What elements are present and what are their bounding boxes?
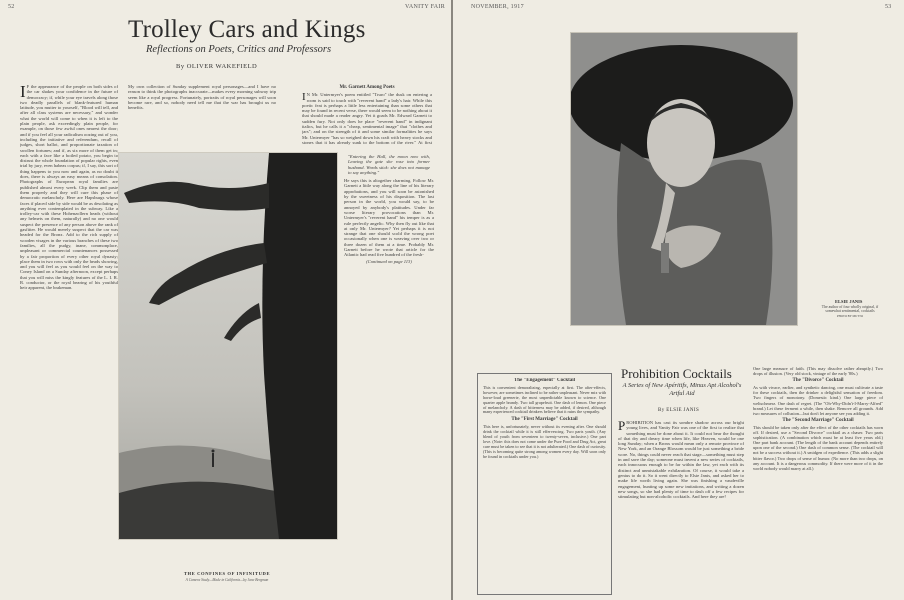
engagement-cocktail-box: [477, 373, 612, 595]
drop-cap-2: I: [302, 91, 306, 104]
section-heading-garnett: Mr. Garnett Among Poets: [339, 85, 395, 90]
issue-date: NOVEMBER, 1917: [471, 4, 524, 10]
landscape-photo: [118, 152, 338, 540]
portrait-caption-name: ELSIE JANIS: [835, 299, 863, 304]
portrait-caption-credit: PHOTO BY MUTTO: [836, 313, 864, 318]
portrait-photo: [570, 32, 798, 326]
cocktails-byline: By ELSIE JANIS: [658, 408, 700, 413]
cocktails-title: Prohibition Cocktails: [621, 366, 732, 381]
text-divorce: As with vivace, earlier, and synthetic dancing, one must cultivate a taste for these cocktails, then the drinker a delightful sensation of freedom. Two fingers of monotony. (Domestic kind.) One large piece of weltschmerz. One dash of regret. (The "Oh-Why-Didn't-I-Marry-Alfred" brand.) Let these ferment a while, then shake. Remove all grounds. Add two measures of collusion—but don't let anyone see you adding it.: [753, 385, 883, 416]
box-heading-first-marriage: The "First Marriage" Cocktail: [511, 417, 578, 423]
box-text-first-marriage: This here is, unfortunately, never without its evening after. One should drink the cocktail while it is still effervescing. Two parts youth. (Any blend of youth from seventeen to twenty-seven, inclusive.) One part love. (Note: this does not come under the Pure Food and Drug Act, great care must be taken to see that it is not adulterated.) One dash of curiosity. (This is becoming quite strong among women every day. Will soon only be found in cocktails under you.): [483, 424, 606, 459]
article-verse: "Entering the Hall, the moon now with, Leaving the gate she rose into former husband. Words stick: she does not manage to say anything.": [348, 154, 430, 175]
photo-caption-credit: A Camera Study—Made in California—by Jane Bergman: [185, 578, 269, 582]
photo-caption-title: THE CONFINES OF INFINITUDE: [183, 571, 271, 576]
running-header: VANITY FAIR: [405, 4, 446, 10]
article-column-3-bottom: [344, 152, 434, 596]
page-number-right: 53: [885, 4, 892, 10]
article-column-3-top: [302, 84, 432, 146]
article-column-2: [128, 84, 276, 146]
article-byline: By OLIVER WAKEFIELD: [176, 63, 258, 70]
text-second-marriage: This should be taken only after the effect of the other cocktails has worn off. If desired, use a "Second Divorce" cocktail as a chaser. Two parts sophistication. (A combination which must be at least five years old.) One part bank account. (The length of the bank account depends entirely upon one of the second.) One dash of common sense. (The cocktail will not be a success without it.) A smidgen of expedience. (This adds a slight bitter flavor.) Two drops of sense of humor. (No more than two drops, on any account. It is a dangerous commodity. If there were more of it in the world nobody would marry at all.): [753, 424, 883, 471]
portrait-caption-description: The author of four wholly original, if somewhat sentimental, cocktails: [821, 305, 879, 314]
page-number-left: 52: [8, 4, 15, 10]
article-title: Trolley Cars and Kings: [128, 16, 366, 43]
box-text-engagement: This is convenient demoralizing, especially at first. The after-effects, however, are sometimes inclined to be rather unpleasant. Never mix with horse-loud greenerie, the most unpredictable known to science. One quarter apple brandy. Two tall grapefruit. One dash of lemon. One piece of melancholy. A dash of bitterness may be added, if desired, although many experienced cocktail drinkers believe that it ruins the sympathy.: [483, 384, 606, 415]
article-column-1: [20, 84, 118, 596]
drop-cap: I: [20, 84, 26, 101]
box-heading-engagement: The "Engagement" Cocktail: [513, 378, 576, 383]
cocktails-subtitle: A Series of New Apéritifs, Minus Apt Alcohol's Artful Aid: [622, 382, 742, 397]
cocktails-body: [618, 420, 744, 596]
cocktails-dropcap: P: [618, 420, 626, 433]
cocktails-right-column: [753, 366, 883, 596]
cocktails-body-text: ROHIBITION has cast its sombre shadow across our bright young lives, and Vanity Fair was one of the first to realize that something must be done about it. It could not bear the thought of that dry and dreary time when life, like Heaven, would be one long Sunday; when a Bronx would mean only a remote province of New York, and an Orange Blossom would be just something a bride wore. No, things could never reach that stage—something must step in and save the day; someone must invent a new series of cocktails, each innocuous enough to be far within the law, yet each with its distinct and unmistakable exhilaration. Of course, it would take a genius to do it. So it went directly to Elsie Janis, and asked her to make life worth living again. She was finishing a vaudeville engagement, hunting up some new imitations, and writing a dozen new songs, so she had plenty of time to dash off a few recipes for stimulating but non-alcoholic cocktails. And here they are!: [618, 420, 744, 500]
box-content: [483, 378, 606, 590]
continued-line: (Continued on page 113): [366, 258, 412, 264]
elsie-janis-portrait: [571, 33, 797, 325]
left-page: [0, 0, 451, 600]
right-page: [453, 0, 904, 600]
article-column-3b-text: He says this is altogether charming. Follow Mr. Garnett a little way along the line of his literary approbations, and you will soon be astonished by the sweetness of his disposition. The last person in the world, you would say, to be annoyed by anybody's platitudes. Under far worse literary provocations than Mr. Untermyer's "reverent hand" his temper is as a rule perfectly angelic. Why then fly out like that at only Mr. Untermyer? Yet perhaps it is not strange that one should scold the wrong poet occasionally when one is weaving over two or three dozen of them at a time. Probably Mr. Garnett before he wrote that article for the Atlantic had read five hundred of the fresh-: [344, 178, 434, 258]
portrait-caption-text: [821, 305, 879, 318]
heading-second-marriage: The "Second Marriage" Cocktail: [782, 417, 854, 423]
article-subtitle: Reflections on Poets, Critics and Professors: [146, 44, 332, 55]
article-column-3-text: N Mr. Untermyer's poem entitled "Truro" the dusk on entering a room is said to touch with "reverent hand" a lady's hair. While this poetic feat is perhaps a little less entertaining than some others that may be found in recent verse, there would seem to be nothing about it that should made a reader angry. Yet it goads Mr. Edward Garnett to sudden fury. Not only does he place "reverent hand" in indignant italics, but he calls it a "cheap, sentimental image" that "clothes and jars"; and on the strength of it and some similar formalities he says Mr. Untermyer "has so weighed down his craft with heavy stocks and stones that it has already sunk to the bottom of the river." At first: [302, 92, 432, 145]
article-column-1-text: F the appearance of the people on both sides of the car shakes your confidence in the future of democracy; if, while your eye travels along those two deadly parallels of blank-featured human latitude, you mutter to yourself, "Blood will tell, and after all class systems are necessary," and wonder what the world will come to when it is left to the plain people, ask exceedingly plain people, for example, on those few awful ones nearest the door; and if you feel all your radicalism oozing out of you, including the initiative and referendum, recall of judges, short ballot, and proportionate taxation of swollen fortunes; and if, as six more of them get in; each with a face like a boiled potato, you begin to distrust the whole foundation of popular rights, even trial by jury, even habeas corpus; if, I say, this sort of thing happens to you now and again, as no doubt it does, there is always an easy means of consolation. Photographs of European royal families are published almost every week. Clip them and paste them properly and they will cure this phase of democratic melancholy. Here are Hapsburgs whose faces if placed side by side would be as desolating as anything ever contemplated in the subway. Like a trolley-car with these Hohenzollern heads (without any helmets on them, naturally) and no one would suspect the presence of any person above the rank of gasfitter. He would merely suspect that the car was headed for the Bronx. Add to the rich supply of wooden visages in the various branches of these two families, all the pudgy, inane, commonplace, unpleasant or commercial countenances possessed by a fair proportion of every other royal dynasty; place them in two rows with only the heads showing, and you will feel as you would feel on the way to Coney Island on a Sunday afternoon, except perhaps that you will miss the kingly features of the L. I. R. R. conductor, or the royal bearing of his youthful heir apparent, the brakeman.: [20, 84, 118, 291]
cypress-tree-photo: [119, 153, 337, 539]
heading-divorce: The "Divorce" Cocktail: [792, 378, 844, 384]
cocktails-right-intro: One large measure of faith. (This may dissolve rather abruptly.) Two drops of illusion. (Very old stock, vintage of the early '80s.): [753, 366, 883, 377]
article-column-2-text: My own collection of Sunday supplement royal personages—and I have no reason to think the photographs inaccurate—makes every morning subway trip seem like a royal progress. Fortunately, portraits of royal personages will soon become rare, and so, nobody need tell me that the war has brought us no benefits.: [128, 84, 276, 111]
